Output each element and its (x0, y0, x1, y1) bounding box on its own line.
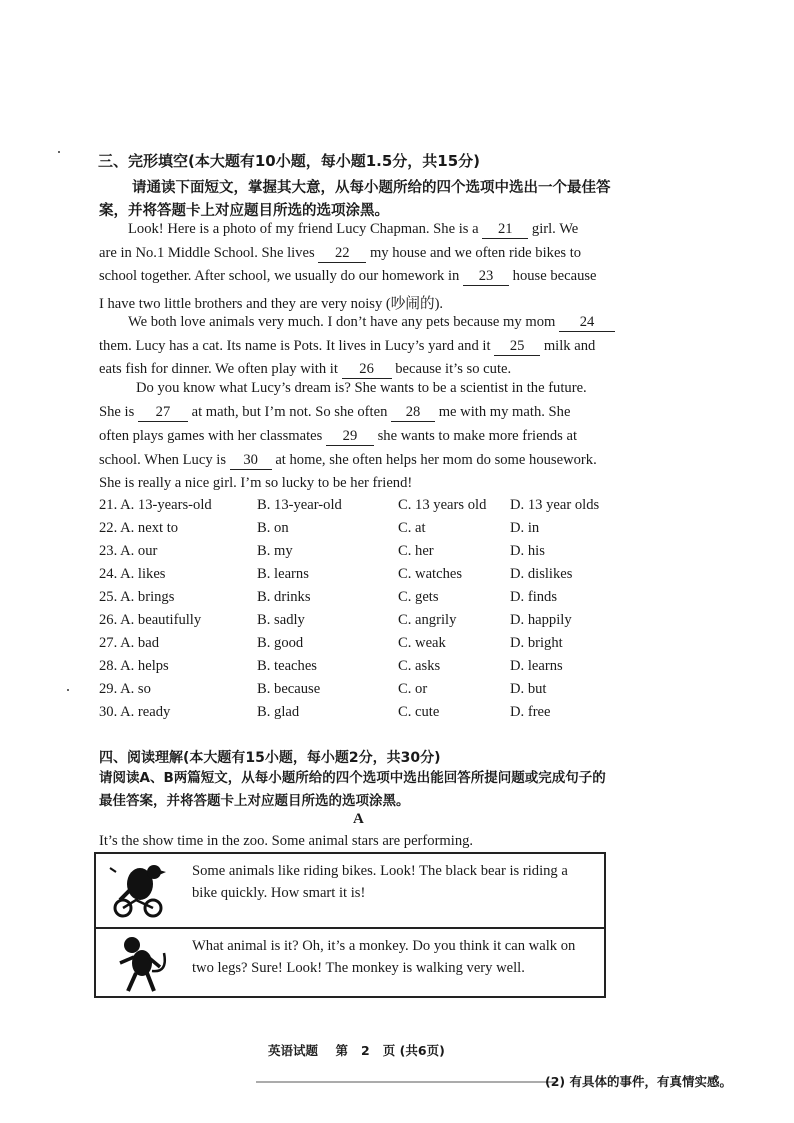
option-c: C. or (398, 681, 428, 697)
option-a: 24. A. likes (99, 566, 166, 582)
option-d: D. free (510, 704, 551, 720)
option-d: D. but (510, 681, 547, 697)
animal-show-box (94, 852, 606, 998)
bottom-note-prefix: (2) (545, 1074, 566, 1089)
page-footer (268, 1041, 445, 1059)
scan-speck (58, 151, 60, 153)
footer-page-number: 2 (361, 1043, 370, 1058)
option-c: C. 13 years old (398, 497, 487, 513)
passage-text: girl. We (531, 221, 579, 237)
passage-line (128, 314, 615, 332)
section-title-cloze: 三、完形填空(本大题有10小题，每小题1.5分，共15分) (98, 152, 481, 170)
passage-line (99, 268, 597, 286)
passage-line: I have two little brothers and they are very noisy (吵闹的). (99, 296, 444, 312)
bear-on-bike-icon (106, 860, 170, 920)
option-a: 21. A. 13-years-old (99, 497, 212, 513)
option-b: B. 13-year-old (257, 497, 342, 513)
passage-line: Do you know what Lucy’s dream is? She wants to be a scientist in the future. (136, 380, 587, 396)
option-b: B. on (257, 520, 289, 536)
footer-ye: 页 (382, 1043, 396, 1058)
passage-text: school together. After school, we usually do our homework in (99, 268, 460, 284)
passage-text: them. Lucy has a cat. Its name is Pots. It lives in Lucy’s yard and it (99, 338, 491, 354)
passage-text: milk and (543, 338, 596, 354)
blank-21: 21 (482, 221, 528, 239)
blank-24: 24 (559, 314, 615, 332)
box-row-bear (96, 854, 604, 927)
blank-27: 27 (138, 404, 188, 422)
footer-di: 第 (335, 1043, 348, 1058)
passage-text: She is (99, 404, 135, 420)
passage-text: she wants to make more friends at (377, 428, 578, 444)
passage-text: are in No.1 Middle School. She lives (99, 245, 315, 261)
option-c: C. cute (398, 704, 440, 720)
part-label-a: A (353, 811, 364, 827)
option-c: C. weak (398, 635, 446, 651)
option-d: D. bright (510, 635, 563, 651)
option-a: 22. A. next to (99, 520, 179, 536)
option-d: D. dislikes (510, 566, 573, 582)
option-c: C. angrily (398, 612, 457, 628)
option-c: C. watches (398, 566, 463, 582)
option-d: D. happily (510, 612, 572, 628)
passage-text: often plays games with her classmates (99, 428, 323, 444)
passage-line (99, 404, 570, 422)
bleed-through-text (256, 1075, 506, 1089)
option-d: D. finds (510, 589, 558, 605)
blank-26: 26 (342, 361, 392, 379)
option-a: 28. A. helps (99, 658, 169, 674)
passage-line (99, 361, 511, 379)
passage-line (99, 338, 595, 356)
passage-text: at home, she often helps her mom do some housework. (275, 452, 597, 468)
blank-22: 22 (318, 245, 366, 263)
passage-text: house because (512, 268, 597, 284)
passage-text: at math, but I’m not. So she often (191, 404, 388, 420)
option-b: B. because (257, 681, 321, 697)
reading-instruction-line2: 最佳答案，并将答题卡上对应题目所选的选项涂黑。 (99, 793, 410, 809)
passage-line: She is really a nice girl. I’m so lucky to be her friend! (99, 475, 413, 491)
option-c: C. at (398, 520, 426, 536)
option-d: D. learns (510, 658, 563, 674)
scan-speck (67, 689, 69, 691)
option-a: 26. A. beautifully (99, 612, 202, 628)
reading-instruction-line1: 请阅读A、B两篇短文，从每小题所给的四个选项中选出能回答所提问题或完成句子的 (99, 770, 606, 786)
section-title-reading: 四、阅读理解(本大题有15小题，每小题2分，共30分) (99, 750, 441, 766)
option-d: D. his (510, 543, 545, 559)
passage-text: me with my math. She (438, 404, 571, 420)
passage-line (99, 428, 577, 446)
passage-text: eats fish for dinner. We often play with it (99, 361, 338, 377)
monkey-icon (114, 933, 170, 993)
blank-28: 28 (391, 404, 435, 422)
passage-text: school. When Lucy is (99, 452, 226, 468)
option-a: 29. A. so (99, 681, 151, 697)
passage-line (99, 245, 581, 263)
option-c: C. gets (398, 589, 439, 605)
cloze-instruction-line2: 案，并将答题卡上对应题目所选的选项涂黑。 (99, 203, 389, 219)
option-b: B. good (257, 635, 304, 651)
option-b: B. glad (257, 704, 300, 720)
passage-text: because it’s so cute. (395, 361, 512, 377)
footer-total: (共6页) (399, 1043, 445, 1058)
option-a: 25. A. brings (99, 589, 175, 605)
option-b: B. learns (257, 566, 309, 582)
bottom-note (545, 1072, 732, 1090)
blank-29: 29 (326, 428, 374, 446)
option-b: B. sadly (257, 612, 305, 628)
option-a: 27. A. bad (99, 635, 159, 651)
blank-25: 25 (494, 338, 540, 356)
option-b: B. drinks (257, 589, 311, 605)
option-a: 23. A. our (99, 543, 158, 559)
blank-23: 23 (463, 268, 509, 286)
passage-line (128, 221, 578, 239)
passage-text: We both love animals very much. I don’t have any pets because my mom (128, 314, 556, 330)
option-c: C. asks (398, 658, 441, 674)
reading-intro: It’s the show time in the zoo. Some animal stars are performing. (99, 833, 474, 849)
box-text-monkey: What animal is it? Oh, it’s a monkey. Do you think it can walk on two legs? Sure! Look! The monkey is walking very well. (192, 938, 576, 976)
bottom-note-text: 有具体的事件，有真情实感。 (569, 1074, 732, 1089)
passage-text: Look! Here is a photo of my friend Lucy Chapman. She is a (128, 221, 479, 237)
footer-subject: 英语试题 (268, 1043, 319, 1058)
passage-text: my house and we often ride bikes to (369, 245, 582, 261)
box-row-monkey (96, 927, 604, 996)
option-c: C. her (398, 543, 434, 559)
cloze-instruction-line1: 请通读下面短文，掌握其大意，从每小题所给的四个选项中选出一个最佳答 (132, 180, 611, 196)
option-d: D. in (510, 520, 540, 536)
option-d: D. 13 year olds (510, 497, 600, 513)
option-b: B. my (257, 543, 293, 559)
option-a: 30. A. ready (99, 704, 171, 720)
box-text-bear: Some animals like riding bikes. Look! The black bear is riding a bike quickly. How smart it is! (192, 863, 568, 901)
passage-line (99, 452, 597, 470)
option-b: B. teaches (257, 658, 317, 674)
blank-30: 30 (230, 452, 272, 470)
